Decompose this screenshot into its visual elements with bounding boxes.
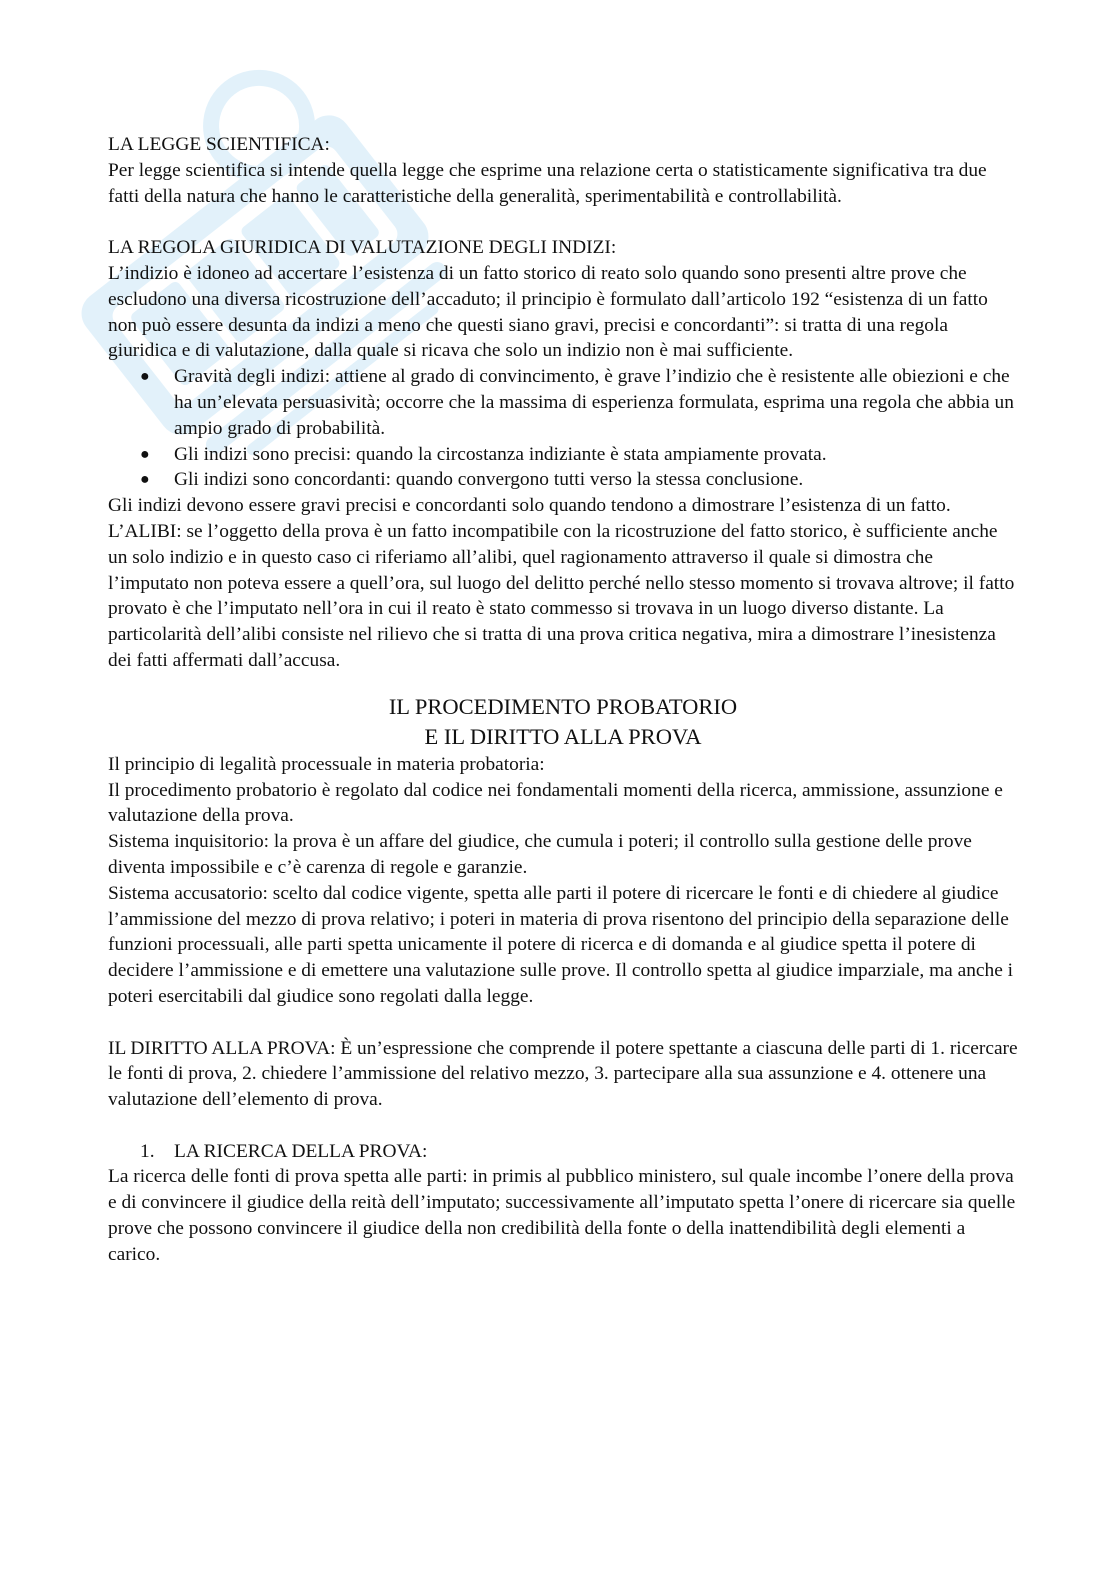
bullet-icon: ●	[140, 445, 150, 463]
bullet-icon: ●	[140, 368, 150, 386]
list-item	[140, 364, 1018, 441]
paragraph-legge-scientifica: Per legge scientifica si intende quella legge che esprime una relazione certa o statisticamente significativa tra due fatti della natura che hanno le caratteristiche della generalità, sperimentabilità e controllabilità.	[108, 159, 987, 207]
paragraph-procedimento: Il procedimento probatorio è regolato dal codice nei fondamentali momenti della ricerca, ammissione, assunzione e valutazione della prova.	[108, 779, 1003, 827]
bullet-icon: ●	[140, 471, 150, 489]
section-heading-principio-legalita: Il principio di legalità processuale in materia probatoria:	[108, 753, 545, 775]
paragraph-indizi-gravi: Gli indizi devono essere gravi precisi e concordanti solo quando tendono a dimostrare l’esistenza di un fatto.	[108, 495, 951, 517]
numbered-heading-ricerca-prova	[108, 1139, 1018, 1165]
paragraph-sistema-accusatorio: Sistema accusatorio: scelto dal codice vigente, spetta alle parti il potere di ricercare le fonti e di chiedere al giudice l’ammissione del mezzo di prova relativo; i poteri in materia di prova risentono del principio della separazione delle funzioni processuali, alle parti spetta unicamente il potere di ricerca e di domanda e al giudice spetta il potere di decidere l’ammissione e di emettere una valutazione sulle prove. Il controllo spetta al giudice imparziale, ma anche i poteri esercitabili dal giudice sono regolati dalla legge.	[108, 882, 1014, 1007]
list-item	[140, 467, 1018, 493]
list-item-text: Gli indizi sono precisi: quando la circostanza indiziante è stata ampiamente provata.	[174, 443, 827, 465]
section-heading-regola-giuridica: LA REGOLA GIURIDICA DI VALUTAZIONE DEGLI INDIZI:	[108, 237, 617, 259]
spacer	[108, 1113, 1018, 1139]
paragraph-diritto-alla-prova: IL DIRITTO ALLA PROVA: È un’espressione che comprende il potere spettante a ciascuna delle parti di 1. ricercare le fonti di prova, 2. chiedere l’ammissione del relativo mezzo, 3. partecipare alla sua assunzione e 4. ottenere una valutazione dell’elemento di prova.	[108, 1037, 1018, 1111]
bullet-list-indizi	[108, 364, 1018, 493]
document-page	[108, 132, 1018, 1268]
spacer	[108, 209, 1018, 235]
list-item-text: Gli indizi sono concordanti: quando convergono tutti verso la stessa conclusione.	[174, 469, 804, 491]
paragraph-ricerca-prova: La ricerca delle fonti di prova spetta alle parti: in primis al pubblico ministero, sul quale incombe l’onere della prova e di convincere il giudice della reità dell’imputato; successivamente all’imputato spetta l’onere di ricercare sia quelle prove che possono convincere il giudice della non credibilità della fonte o della inattendibilità degli elementi a carico.	[108, 1166, 1016, 1265]
numbered-heading-text: LA RICERCA DELLA PROVA:	[174, 1140, 428, 1162]
list-item-text: Gravità degli indizi: attiene al grado di convincimento, è grave l’indizio che è resistente alle obiezioni e che ha un’elevata persuasività; occorre che la massima di esperienza formulata, esprima una regola che abbia un ampio grado di probabilità.	[174, 366, 1014, 439]
chapter-title-line-2: E IL DIRITTO ALLA PROVA	[424, 723, 702, 749]
spacer	[108, 674, 1018, 692]
paragraph-alibi: L’ALIBI: se l’oggetto della prova è un fatto incompatibile con la ricostruzione del fatto storico, è sufficiente anche un solo indizio e in questo caso ci riferiamo all’alibi, quel ragionamento attraverso il quale si dimostra che l’imputato non poteva essere a quell’ora, sul luogo del delitto perché nello stesso momento si trovava altrove; il fatto provato è che l’imputato nell’ora in cui il reato è stato commesso si trovava in un luogo diverso distante. La particolarità dell’alibi consiste nel rilievo che si tratta di una prova critica negativa, mira a dimostrare l’inesistenza dei fatti affermati dall’accusa.	[108, 520, 1015, 671]
chapter-title-line-1: IL PROCEDIMENTO PROBATORIO	[388, 693, 738, 719]
paragraph-sistema-inquisitorio: Sistema inquisitorio: la prova è un affare del giudice, che cumula i poteri; il controllo sulla gestione delle prove diventa impossibile e c’è carenza di regole e garanzie.	[108, 831, 972, 878]
section-heading-legge-scientifica: LA LEGGE SCIENTIFICA:	[108, 134, 330, 155]
spacer	[108, 1010, 1018, 1036]
list-item	[140, 442, 1018, 468]
paragraph-indizio: L’indizio è idoneo ad accertare l’esistenza di un fatto storico di reato solo quando sono presenti altre prove che escludono una diversa ricostruzione dell’accaduto; il principio è formulato dall’articolo 192 “esistenza di un fatto non può essere desunta da indizi a meno che questi siano gravi, precisi e concordanti”: si tratta di una regola giuridica e di valutazione, dalla quale si ricava che solo un indizio non è mai sufficiente.	[108, 262, 988, 362]
list-number: 1.	[140, 1140, 155, 1162]
